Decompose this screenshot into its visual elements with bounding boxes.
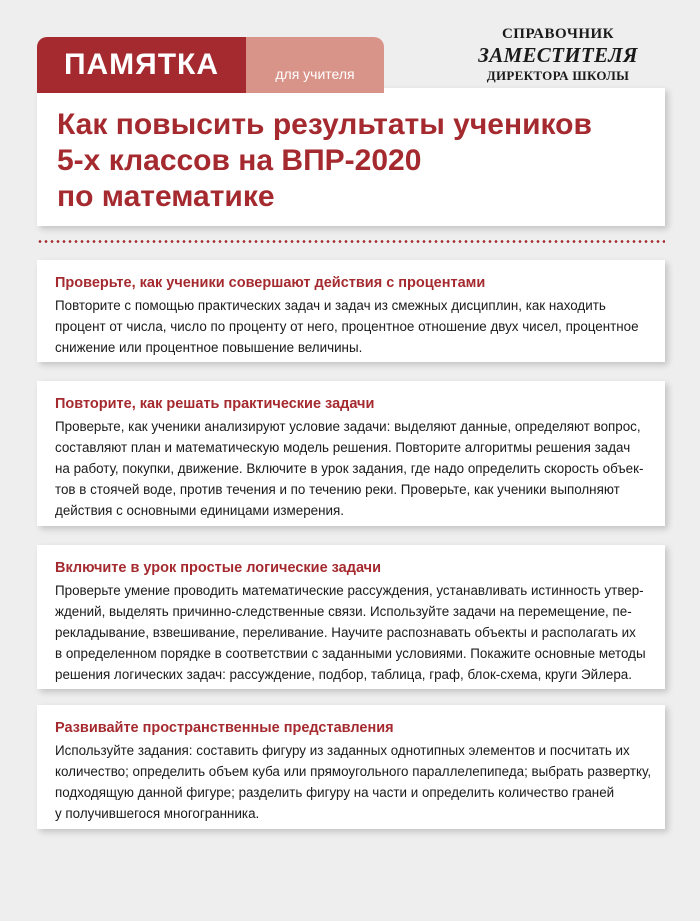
tip-card-logic-tasks: [37, 545, 665, 689]
tip-text-line: решения логических задач: рассуждение, подбор, таблица, граф, блок-схема, круги Эйлера.: [55, 667, 632, 682]
tip-text-line: снижение или процентное повышение величины.: [55, 340, 363, 355]
tip-text-line: тов в стоячей воде, против течения и по течению реки. Проверьте, как ученики выполняют: [55, 482, 620, 497]
title-line: по математике: [57, 180, 275, 213]
tip-text-line: подходящую данной фигуре; разделить фигуру на части и определить количество граней: [55, 785, 615, 800]
tip-text-line: количество; определить объем куба или прямоугольного параллелепипеда; выбрать развертку,: [55, 764, 652, 779]
tip-text-line: составляют план и математическую модель решения. Повторите алгоритмы решения задач: [55, 440, 631, 455]
audience-tag: для учителя: [246, 37, 384, 93]
publication-logo: [458, 25, 658, 84]
tip-text-line: ждений, выделять причинно-следственные связи. Используйте задачи на перемещение, пе-: [55, 604, 632, 619]
tip-text-line: Повторите с помощью практических задач и задач из смежных дисциплин, как находить: [55, 298, 606, 313]
tip-heading: Повторите, как решать практические задачи: [55, 396, 375, 412]
logo-line-1: СПРАВОЧНИК: [501, 26, 615, 42]
tip-text-line: действия с основными единицами измерения.: [55, 503, 344, 518]
tip-text-line: Проверьте умение проводить математические рассуждения, устанавливать истинность утвер-: [55, 583, 644, 598]
tip-heading: Развивайте пространственные представления: [55, 720, 394, 736]
tip-text-line: процент от числа, число по проценту от него, процентное отношение двух чисел, процентное: [55, 319, 639, 334]
logo-line-3: ДИРЕКТОРА ШКОЛЫ: [486, 68, 630, 83]
tip-heading: Включите в урок простые логические задачи: [55, 560, 381, 576]
page-title: [57, 107, 657, 215]
tip-text-line: у получившегося многогранника.: [55, 806, 260, 821]
dotted-divider: [37, 240, 665, 243]
tip-text-line: на работу, покупки, движение. Включите в урок задания, где надо определить скорость объек-: [55, 461, 644, 476]
tip-text-line: в определенном порядке в соответствии с заданными условиями. Покажите основные методы: [55, 646, 646, 661]
title-line: Как повысить результаты учеников: [57, 108, 592, 141]
tip-card-spatial-thinking: [37, 705, 665, 829]
memo-badge: ПАМЯТКА: [37, 37, 246, 93]
logo-line-2: ЗАМЕСТИТЕЛЯ: [478, 43, 638, 67]
tip-card-practical-tasks: [37, 381, 665, 526]
tip-heading: Проверьте, как ученики совершают действия с процентами: [55, 275, 486, 291]
title-line: 5-х классов на ВПР-2020: [57, 144, 422, 177]
tip-text-line: Проверьте, как ученики анализируют условие задачи: выделяют данные, определяют вопрос,: [55, 419, 641, 434]
tip-text-line: рекладывание, взвешивание, переливание. Научите распознавать объекты и располагать их: [55, 625, 636, 640]
tip-text-line: Используйте задания: составить фигуру из заданных однотипных элементов и посчитать их: [55, 743, 630, 758]
tip-card-percentages: [37, 260, 665, 362]
